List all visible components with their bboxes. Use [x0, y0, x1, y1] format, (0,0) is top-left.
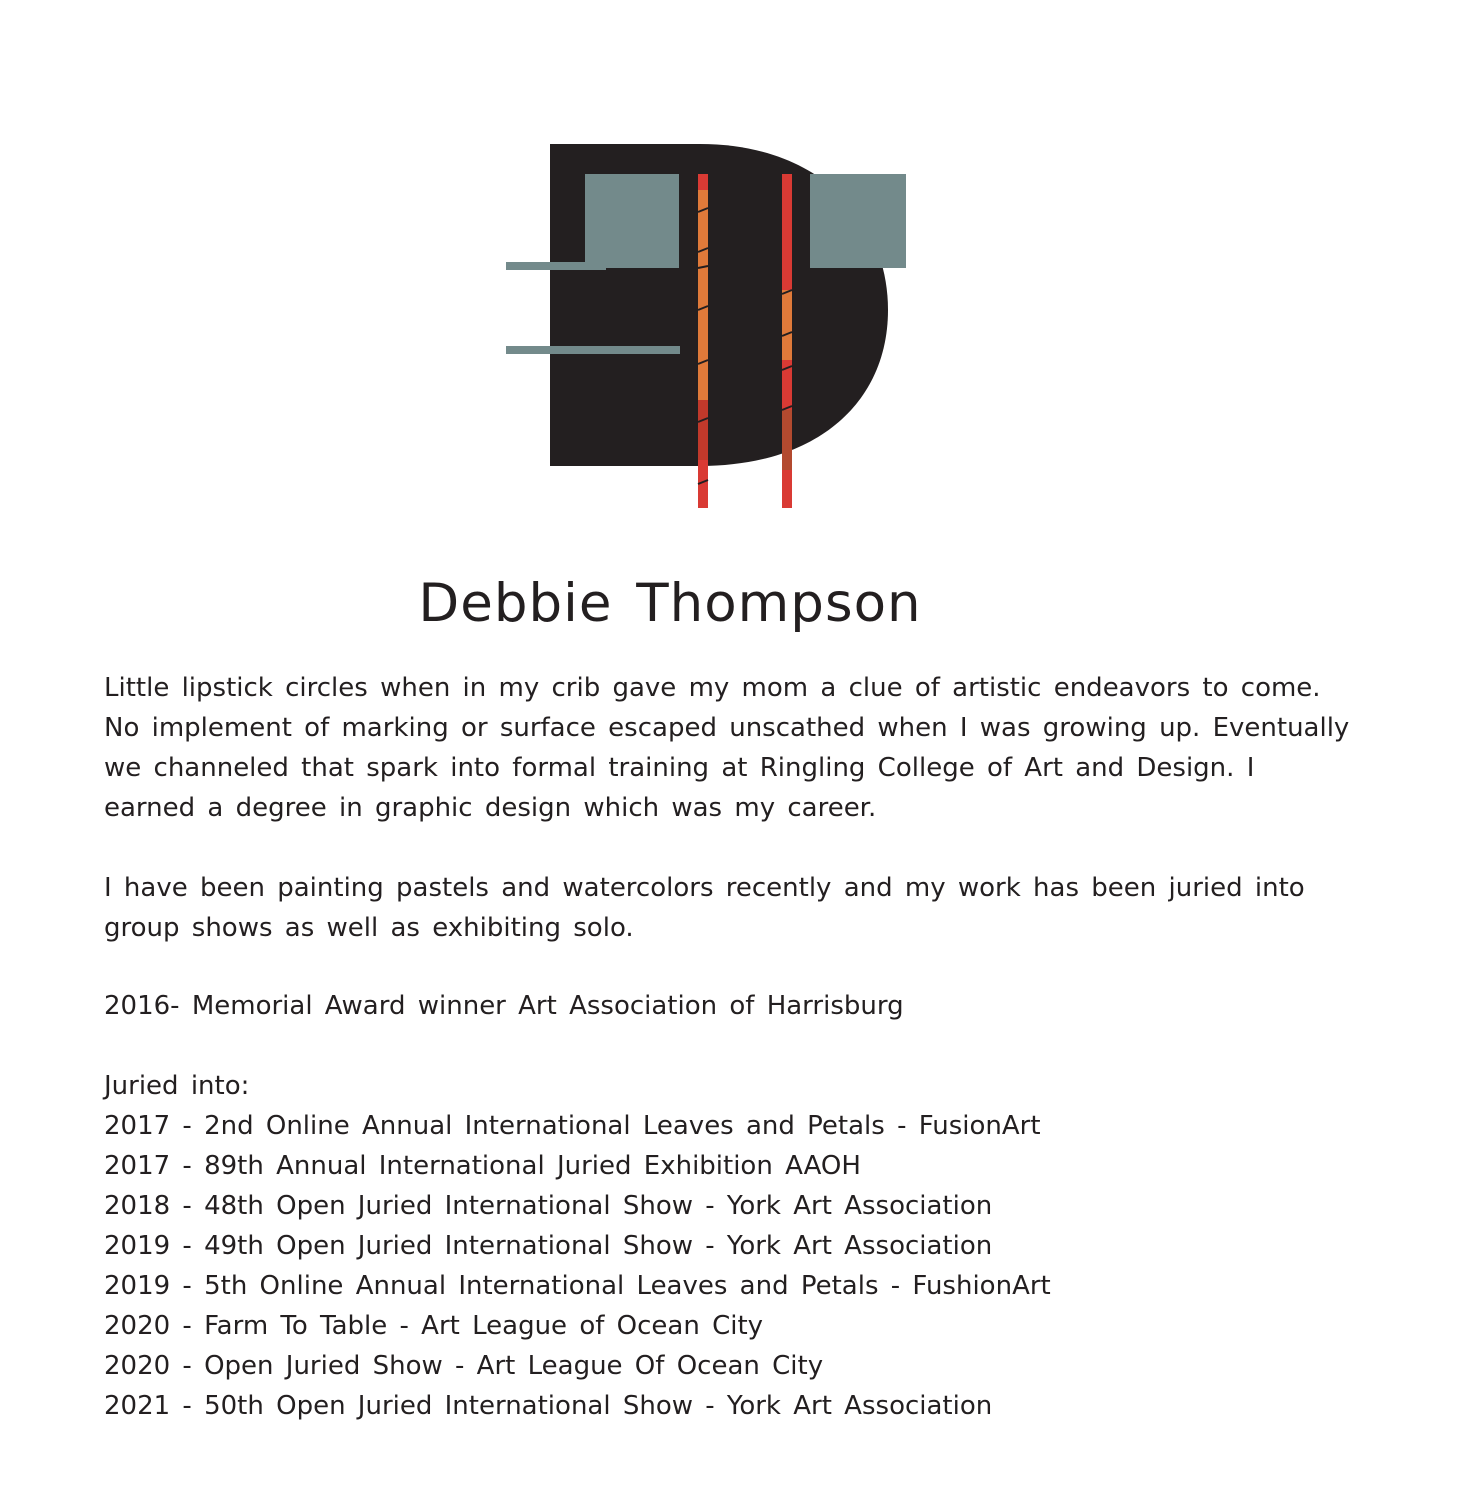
paragraph-gap: [104, 828, 1404, 868]
logo-stripe-left: [698, 174, 708, 508]
juried-item: 2018 - 48th Open Juried International Show - York Art Association: [104, 1191, 993, 1221]
bio-paragraph-1: Little lipstick circles when in my crib gave my mom a clue of artistic endeavors to come. No implement of marking or surface escaped unscathed when I was growing up. Eventually we channeled that spark into formal training at Ringling College of Art and Design. I earned a degree in graphic design which was my career.: [104, 673, 1350, 823]
juried-item: 2019 - 5th Online Annual International Leaves and Petals - FushionArt: [104, 1271, 1051, 1301]
juried-list: [104, 1106, 1051, 1426]
juried-item: 2017 - 89th Annual International Juried Exhibition AAOH: [104, 1151, 861, 1181]
juried-item: 2017 - 2nd Online Annual International Leaves and Petals - FusionArt: [104, 1111, 1041, 1141]
juried-section: [104, 1066, 1051, 1426]
juried-heading: Juried into:: [104, 1071, 250, 1101]
logo-slate-bar-lower: [506, 346, 680, 354]
logo-stripe-right: [782, 174, 792, 508]
juried-item: 2020 - Open Juried Show - Art League Of Ocean City: [104, 1351, 824, 1381]
logo-slate-square-left: [585, 174, 679, 268]
bio-paragraph-2: I have been painting pastels and watercolors recently and my work has been juried into group shows as well as exhibiting solo.: [104, 873, 1305, 943]
artist-logo: [500, 140, 910, 512]
juried-item: 2019 - 49th Open Juried International Show - York Art Association: [104, 1231, 993, 1261]
artist-bio: [104, 668, 1404, 948]
artist-name: Debbie Thompson: [418, 573, 922, 634]
logo-slate-bar-upper: [506, 262, 606, 270]
award-line: 2016- Memorial Award winner Art Association of Harrisburg: [104, 991, 904, 1021]
juried-item: 2021 - 50th Open Juried International Show - York Art Association: [104, 1391, 993, 1421]
logo-slate-square-right: [810, 174, 906, 268]
juried-item: 2020 - Farm To Table - Art League of Ocean City: [104, 1311, 764, 1341]
